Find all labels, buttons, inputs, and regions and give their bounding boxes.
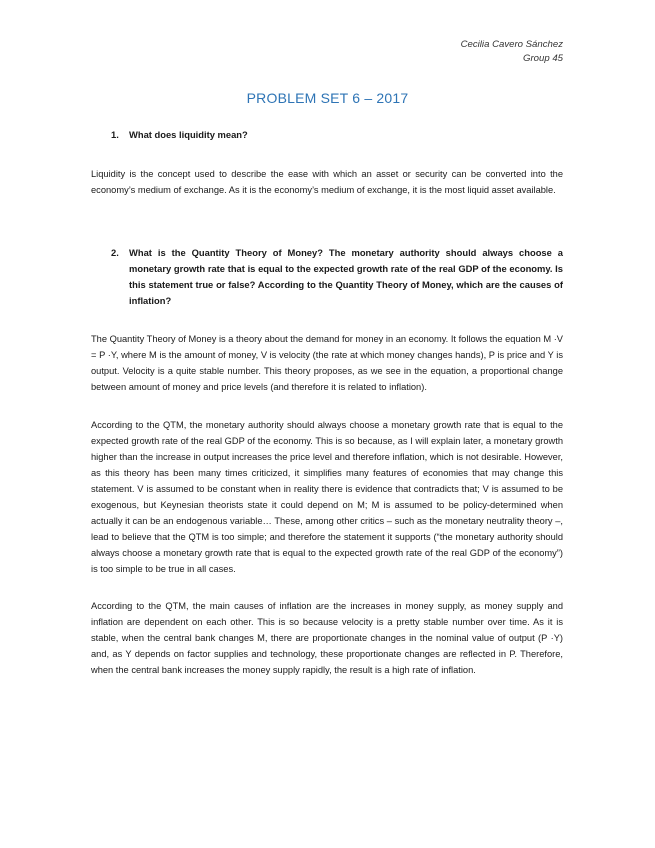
question-1 [111, 127, 563, 143]
question-2-text: What is the Quantity Theory of Money? The monetary authority should always choose a monetary growth rate that is equal to the expected growth rate of the real GDP of the economy. Is this statement true or false? According to the Quantity Theory of Money, which are the causes of inflation? [129, 247, 563, 306]
answer-2-paragraph-3: According to the QTM, the main causes of inflation are the increases in money supply, as money supply and inflation are dependent on each other. This is so because velocity is a pretty stable number over time. As it is stable, when the central bank changes M, there are proportionate changes in the nominal value of output (P ·Y) and, as Y depends on factor supplies and technology, these proportionate changes are reflected in P. Therefore, when the central bank increases the money supply rapidly, the result is a high rate of inflation. [91, 601, 563, 675]
page-title: PROBLEM SET 6 – 2017 [246, 90, 409, 106]
answer-1-paragraph: Liquidity is the concept used to describe the ease with which an asset or security can be converted into the economy’s medium of exchange. As it is the economy’s medium of exchange, it is the most liquid asset available. [91, 169, 563, 195]
question-1-text: What does liquidity mean? [129, 129, 248, 140]
question-1-number: 1. [111, 129, 119, 140]
author-header [461, 38, 563, 66]
question-2 [111, 245, 563, 309]
answer-2-paragraph-1: The Quantity Theory of Money is a theory about the demand for money in an economy. It follows the equation M ·V = P ·Y, where M is the amount of money, V is velocity (the rate at which money changes hands), P is price and Y is output. Velocity is a quite stable number. This theory proposes, as we see in the equation, a proportional change between amount of money and price levels (and therefore it is related to inflation). [91, 334, 563, 392]
answer-2-paragraph-2: According to the QTM, the monetary authority should always choose a monetary growth rate that is equal to the expected growth rate of the real GDP of the economy. This is so because, as I will explain later, a monetary growth higher than the increase in output increases the price level and therefore inflation, which is not desirable. However, as this theory has been many times criticized, it simplifies many features of economies that may change this statement. V is assumed to be constant when in reality there is evidence that contradicts that; V is assumed to be exogenous, but Keynesian theorists state it could depend on M; M is assumed to be policy-determined when actually it can be an endogenous variable… These, among other critics – such as the monetary neutrality theory –, lead to believe that the QTM is too simple; and therefore the statement it supports (“the monetary authority should always choose a monetary growth rate that is equal to the expected growth rate of the real GDP of the economy”) is too simple to be true in all cases. [91, 420, 563, 574]
question-2-number: 2. [111, 247, 119, 258]
author-name: Cecilia Cavero Sánchez [460, 39, 563, 50]
group-label: Group 45 [522, 53, 563, 64]
